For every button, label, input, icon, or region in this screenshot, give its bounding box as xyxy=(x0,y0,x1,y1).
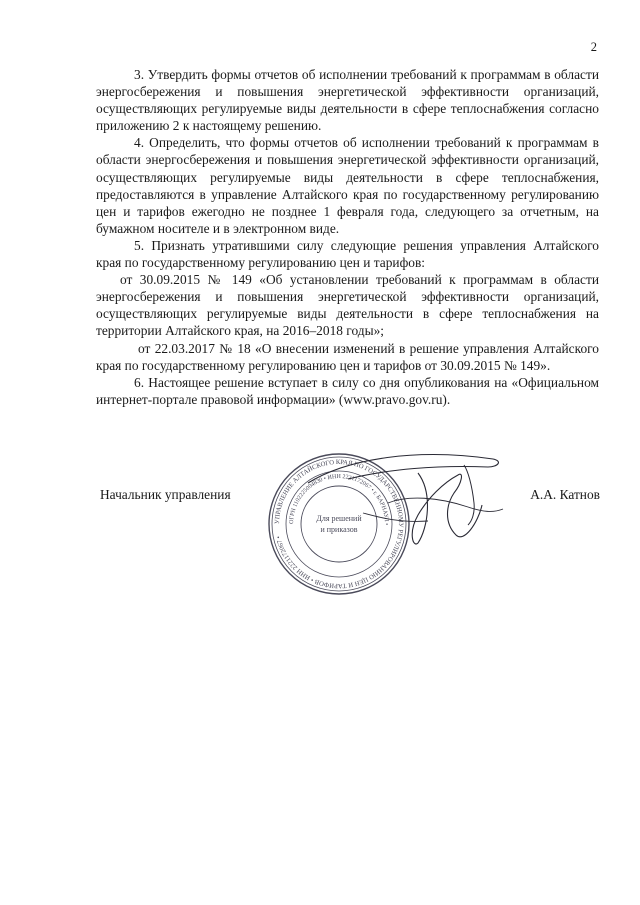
signature-block xyxy=(98,458,601,607)
repealed-decision-149: от 30.09.2015 № 149 «Об установлении требований к программам в области энергосбережения и повышения энергетической эффективности организаций, осуществляющих регулируемые виды деятельности в сфере теплоснабжения на территории Алтайского края, на 2016–2018 годы»; xyxy=(96,272,599,339)
stamp-center-line1: Для решений xyxy=(316,514,362,523)
handwritten-signature xyxy=(268,453,518,563)
signatory-title: Начальник управления xyxy=(100,487,231,502)
paragraph-5: 5. Признать утратившими силу следующие решения управления Алтайского края по государственному регулированию цен и тарифов: xyxy=(96,237,599,271)
page-number: 2 xyxy=(590,40,597,54)
document-body xyxy=(96,66,599,408)
paragraph-3: 3. Утвердить формы отчетов об исполнении требований к программам в области энергосбережения и повышения энергетической эффективности организаций, осуществляющих регулируемые виды деятельности в сфере теплоснабжения согласно приложению 2 к настоящему решению. xyxy=(96,67,599,134)
stamp-ring-text: УПРАВЛЕНИЕ АЛТАЙСКОГО КРАЯ ПО ГОСУДАРСТВЕННОМУ РЕГУЛИРОВАНИЮ ЦЕН И ТАРИФОВ • ИНН 2221172067 • xyxy=(273,458,405,590)
stamp-center-line2: и приказов xyxy=(320,525,358,534)
paragraph-4: 4. Определить, что формы отчетов об исполнении требований к программам в области энергосбережения и повышения энергетической эффективности организаций, осуществляющих регулируемые виды деятельности в сфере теплоснабжения, предоставляются в управление Алтайского края по государственному регулированию цен и тарифов ежегодно не позднее 1 февраля года, следующего за отчетным, на бумажном носителе и в электронном виде. xyxy=(96,135,599,236)
signatory-name: А.А. Катнов xyxy=(530,487,600,502)
repealed-decision-18: от 22.03.2017 № 18 «О внесении изменений в решение управления Алтайского края по государственному регулированию цен и тарифов от 30.09.2015 № 149». xyxy=(96,340,599,373)
paragraph-6: 6. Настоящее решение вступает в силу со дня опубликования на «Официальном интернет-портале правовой информации» (www.pravo.gov.ru). xyxy=(96,374,599,407)
stamp-inner-ring-text: ОГРН 1102225004830 • ИНН 2221172067 • г. БАРНАУЛ • xyxy=(288,473,390,526)
